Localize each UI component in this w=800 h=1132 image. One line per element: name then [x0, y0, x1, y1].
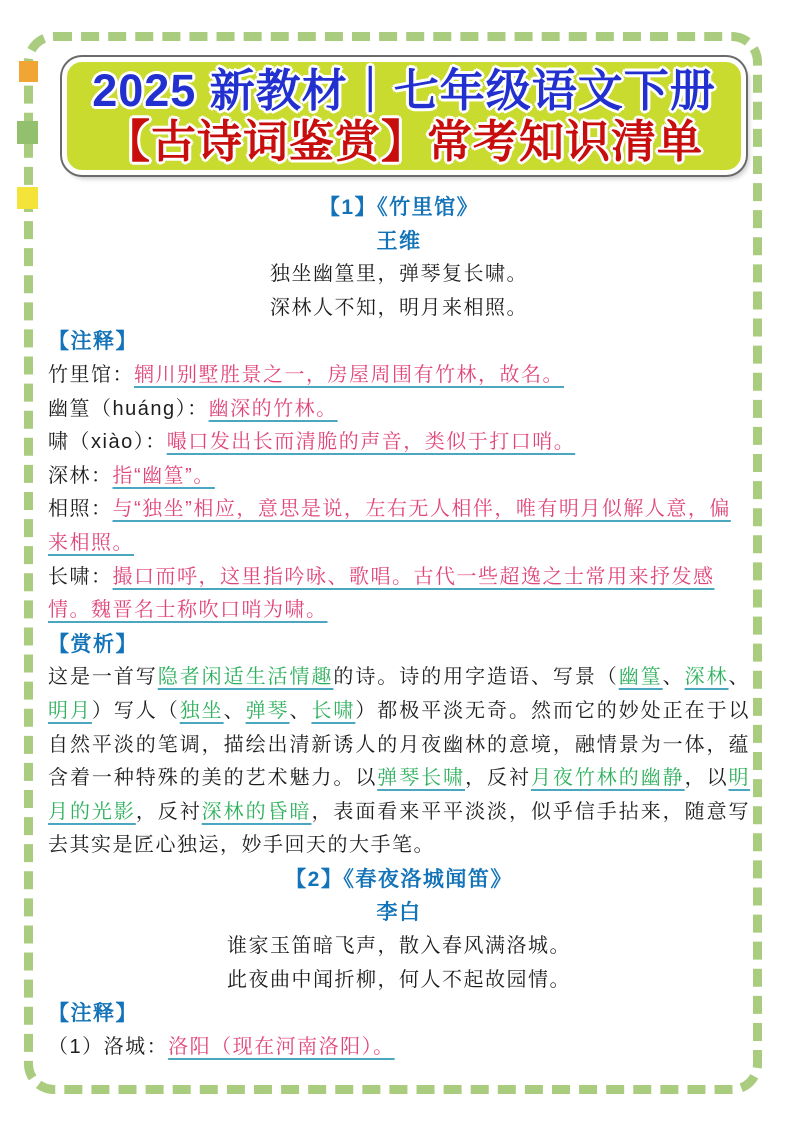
text-run: 、 [662, 666, 685, 689]
annotation-term: 竹里馆： [48, 363, 134, 386]
annotation-row [48, 426, 750, 460]
worksheet-content [48, 191, 750, 1064]
annotation-term: 相照： [48, 498, 113, 521]
annotation-row [48, 359, 750, 393]
annotation-term: 幽篁（huáng）： [48, 397, 209, 420]
annotation-row [48, 460, 750, 494]
poem1-appreciation-paragraph [48, 661, 750, 863]
text-run: ）都极平淡无奇。然而它的妙处正在于以自然平淡的笔调，描绘出清新诱人的月夜幽林的意境，融情景为一体，蕴含着一种特殊的美的艺术魅力。以 [48, 699, 751, 790]
poem1-line2: 深林人不知，明月来相照。 [270, 296, 528, 319]
poem1-annotations-heading: 【注释】 [48, 330, 138, 354]
poem1-section-title: 【1】《竹里馆》 [318, 196, 480, 219]
highlighted-phrase: 独坐 [179, 699, 224, 722]
text-run: 、 [728, 666, 751, 689]
decor-square-orange [19, 61, 38, 82]
poem2-annotations-list [48, 1031, 750, 1065]
annotation-row [48, 1031, 750, 1065]
annotation-definition: 与“独坐”相应，意思是说，左右无人相伴，唯有明月似解人意，偏来相照。 [48, 498, 731, 554]
highlighted-phrase: 明月 [48, 699, 92, 722]
poem2-section-title: 【2】《春夜洛城闻笛》 [285, 867, 513, 891]
annotation-definition: 嘬口发出长而清脆的声音，类似于打口哨。 [166, 431, 576, 454]
title-banner [62, 57, 746, 175]
annotation-definition: 辋川别墅胜景之一，房屋周围有竹林，故名。 [134, 363, 564, 386]
highlighted-phrase: 深林 [684, 666, 729, 689]
annotation-row [48, 561, 750, 628]
poem1-annotations-list [48, 359, 750, 628]
banner-title-line1: 2025 新教材｜七年级语文下册 [92, 65, 716, 116]
text-run: 的诗。诗的用字造语、写景（ [333, 666, 619, 689]
poem2-line1: 谁家玉笛暗飞声，散入春风满洛城。 [227, 935, 571, 958]
decor-square-green [17, 121, 38, 144]
banner-title-line2: 【古诗词鉴赏】常考知识清单 [104, 116, 703, 167]
poem2-author: 李白 [376, 901, 422, 925]
text-run: ）写人（ [91, 699, 180, 722]
highlighted-phrase: 深林的昏暗 [201, 800, 312, 823]
annotation-definition: 幽深的竹林。 [208, 397, 338, 420]
highlighted-phrase: 隐者闲适生活情趣 [157, 666, 334, 689]
poem1-author: 王维 [376, 229, 422, 253]
text-run: ，以 [684, 767, 729, 790]
poem2-annotations-heading: 【注释】 [48, 1002, 138, 1026]
highlighted-phrase: 弹琴长啸 [377, 767, 466, 790]
text-run: ，表面看来平平淡淡，似乎信手拈来，随意写去其实是匠心独运，妙手回天的大手笔。 [48, 800, 751, 857]
annotation-definition: 撮口而呼，这里指吟咏、歌唱。古代一些超逸之士常用来抒发感情。魏晋名士称吹口哨为啸。 [48, 565, 715, 622]
annotation-term: 啸（xiào）： [48, 431, 167, 454]
highlighted-phrase: 幽篁 [618, 666, 663, 689]
annotation-definition: 指“幽篁”。 [112, 464, 215, 487]
highlighted-phrase: 弹琴 [245, 699, 290, 722]
text-run: ，反衬 [465, 767, 531, 790]
annotation-row [48, 493, 750, 560]
text-run: 、 [223, 699, 246, 722]
highlighted-phrase: 明月的光影 [48, 767, 751, 823]
annotation-definition: 洛阳（现在河南洛阳）。 [168, 1035, 395, 1058]
text-run: 这是一首写 [48, 666, 158, 689]
text-run: ，反衬 [135, 800, 202, 823]
annotation-row [48, 393, 750, 427]
annotation-term: （1）洛城： [48, 1035, 169, 1058]
poem1-appreciation-heading: 【赏析】 [48, 632, 138, 656]
poem2-line2: 此夜曲中闻折柳，何人不起故园情。 [227, 968, 571, 991]
highlighted-phrase: 月夜竹林的幽静 [530, 767, 685, 790]
text-run: 、 [289, 699, 312, 722]
annotation-term: 长啸： [48, 565, 113, 588]
decor-square-yellow [17, 187, 38, 209]
highlighted-phrase: 长啸 [311, 699, 356, 722]
annotation-term: 深林： [48, 464, 113, 487]
poem1-line1: 独坐幽篁里，弹琴复长啸。 [270, 263, 528, 286]
